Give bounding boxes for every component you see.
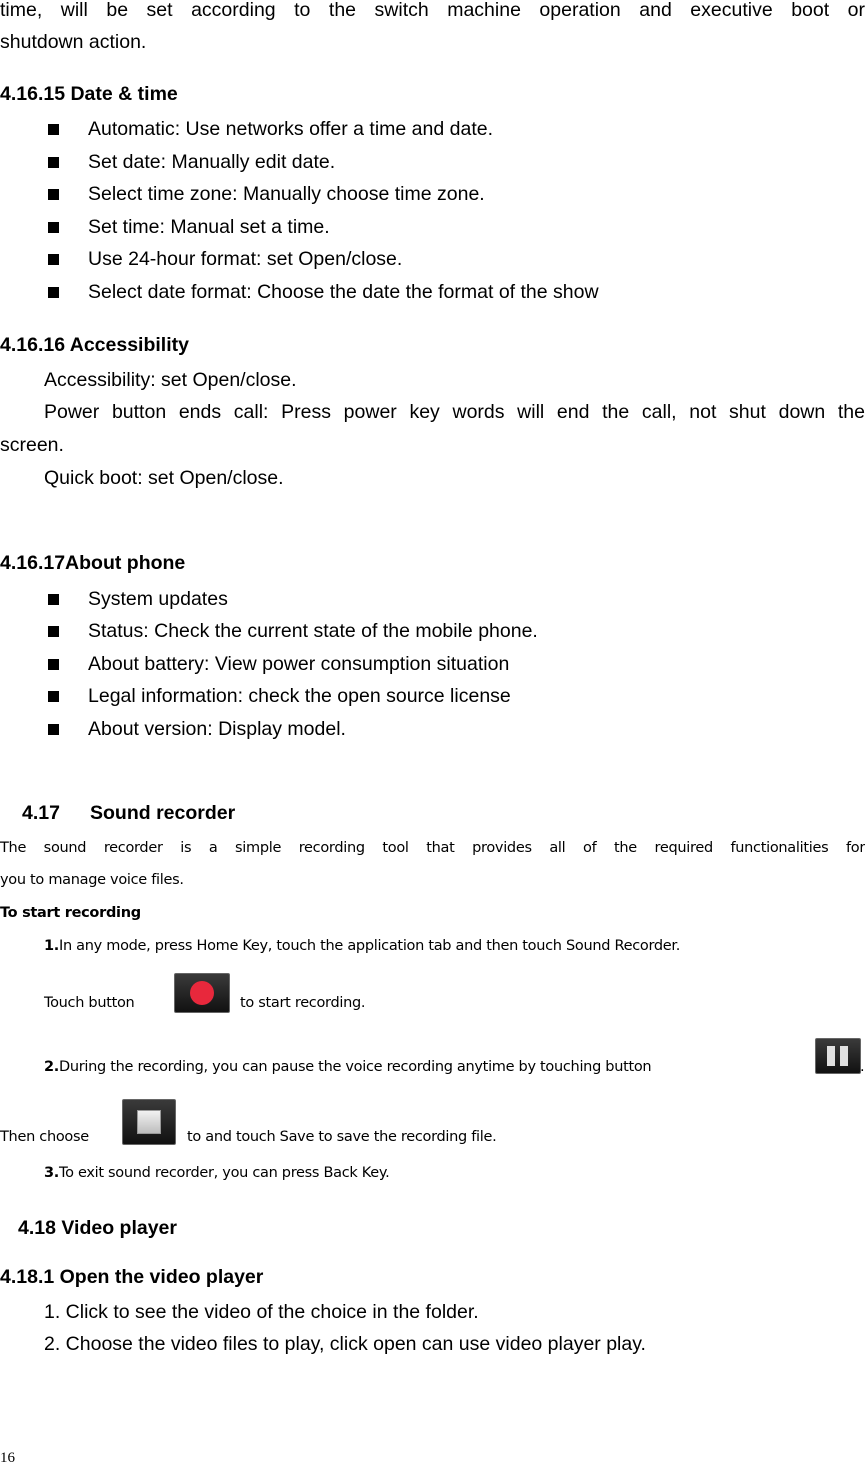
- bullet-icon: [48, 189, 59, 200]
- recorder-step-2: [44, 1057, 651, 1077]
- bullet-icon: [48, 724, 59, 735]
- section-heading-about-phone: 4.16.17About phone: [0, 552, 186, 574]
- list-item: Set date: Manually edit date.: [88, 151, 336, 173]
- sub-heading-open-video-player: 4.18.1 Open the video player: [0, 1266, 264, 1288]
- step-text: In any mode, press Home Key, touch the application tab and then touch Sound Recorder.: [59, 938, 681, 954]
- pause-icon: [815, 1038, 861, 1074]
- record-icon: [174, 973, 230, 1013]
- recorder-desc-1: The sound recorder is a simple recording tool that provides all of the required functionalities for: [0, 840, 865, 856]
- bullet-icon: [48, 222, 59, 233]
- bullet-icon: [48, 659, 59, 670]
- recorder-step-3: [44, 1163, 389, 1183]
- step-text: To exit sound recorder, you can press Back Key.: [59, 1165, 390, 1181]
- power-button-line-end: screen.: [0, 434, 64, 456]
- bullet-icon: [48, 254, 59, 265]
- intro-line-1: time, will be set according to the switch machine operation and executive boot or: [0, 0, 865, 21]
- section-heading-sound-recorder: Sound recorder: [90, 802, 236, 824]
- bullet-icon: [48, 626, 59, 637]
- list-item: About version: Display model.: [88, 718, 346, 740]
- list-item: Legal information: check the open source license: [88, 685, 511, 707]
- bullet-icon: [48, 157, 59, 168]
- touch-prefix: Touch button: [44, 995, 135, 1011]
- section-heading-accessibility: 4.16.16 Accessibility: [0, 334, 189, 356]
- recorder-subheading: To start recording: [0, 905, 141, 921]
- accessibility-line: Accessibility: set Open/close.: [44, 369, 297, 391]
- step-text: During the recording, you can pause the voice recording anytime by touching button: [59, 1059, 652, 1075]
- power-button-line: Power button ends call: Press power key words will end the call, not shut down the: [44, 401, 865, 423]
- list-item: Use 24-hour format: set Open/close.: [88, 248, 403, 270]
- touch-suffix: to start recording.: [240, 995, 366, 1011]
- section-heading-video-player: 4.18 Video player: [18, 1217, 177, 1239]
- recorder-desc-2: you to manage voice files.: [0, 872, 184, 888]
- recorder-step-1: [44, 936, 680, 956]
- list-item: Status: Check the current state of the mobile phone.: [88, 620, 538, 642]
- intro-line-2: shutdown action.: [0, 31, 147, 53]
- bullet-icon: [48, 691, 59, 702]
- bullet-icon: [48, 594, 59, 605]
- step-number: 3.: [44, 1165, 59, 1181]
- step-number: 1.: [44, 938, 59, 954]
- step-number: 2.: [44, 1059, 59, 1075]
- video-step-1: 1. Click to see the video of the choice in the folder.: [44, 1301, 479, 1323]
- then-suffix: to and touch Save to save the recording file.: [187, 1129, 497, 1145]
- page-number: 16: [0, 1450, 15, 1466]
- list-item: Select date format: Choose the date the format of the show: [88, 281, 599, 303]
- bullet-icon: [48, 124, 59, 135]
- list-item: System updates: [88, 588, 228, 610]
- quick-boot-line: Quick boot: set Open/close.: [44, 467, 284, 489]
- section-heading-date-time: 4.16.15 Date & time: [0, 83, 178, 105]
- step-2-end: .: [860, 1059, 865, 1075]
- then-prefix: Then choose: [0, 1129, 89, 1145]
- stop-icon: [122, 1099, 176, 1145]
- list-item: Automatic: Use networks offer a time and date.: [88, 118, 494, 140]
- list-item: About battery: View power consumption situation: [88, 653, 510, 675]
- list-item: Select time zone: Manually choose time zone.: [88, 183, 485, 205]
- bullet-icon: [48, 287, 59, 298]
- video-step-2: 2. Choose the video files to play, click open can use video player play.: [44, 1333, 646, 1355]
- section-number-sound-recorder: 4.17: [22, 802, 60, 824]
- list-item: Set time: Manual set a time.: [88, 216, 330, 238]
